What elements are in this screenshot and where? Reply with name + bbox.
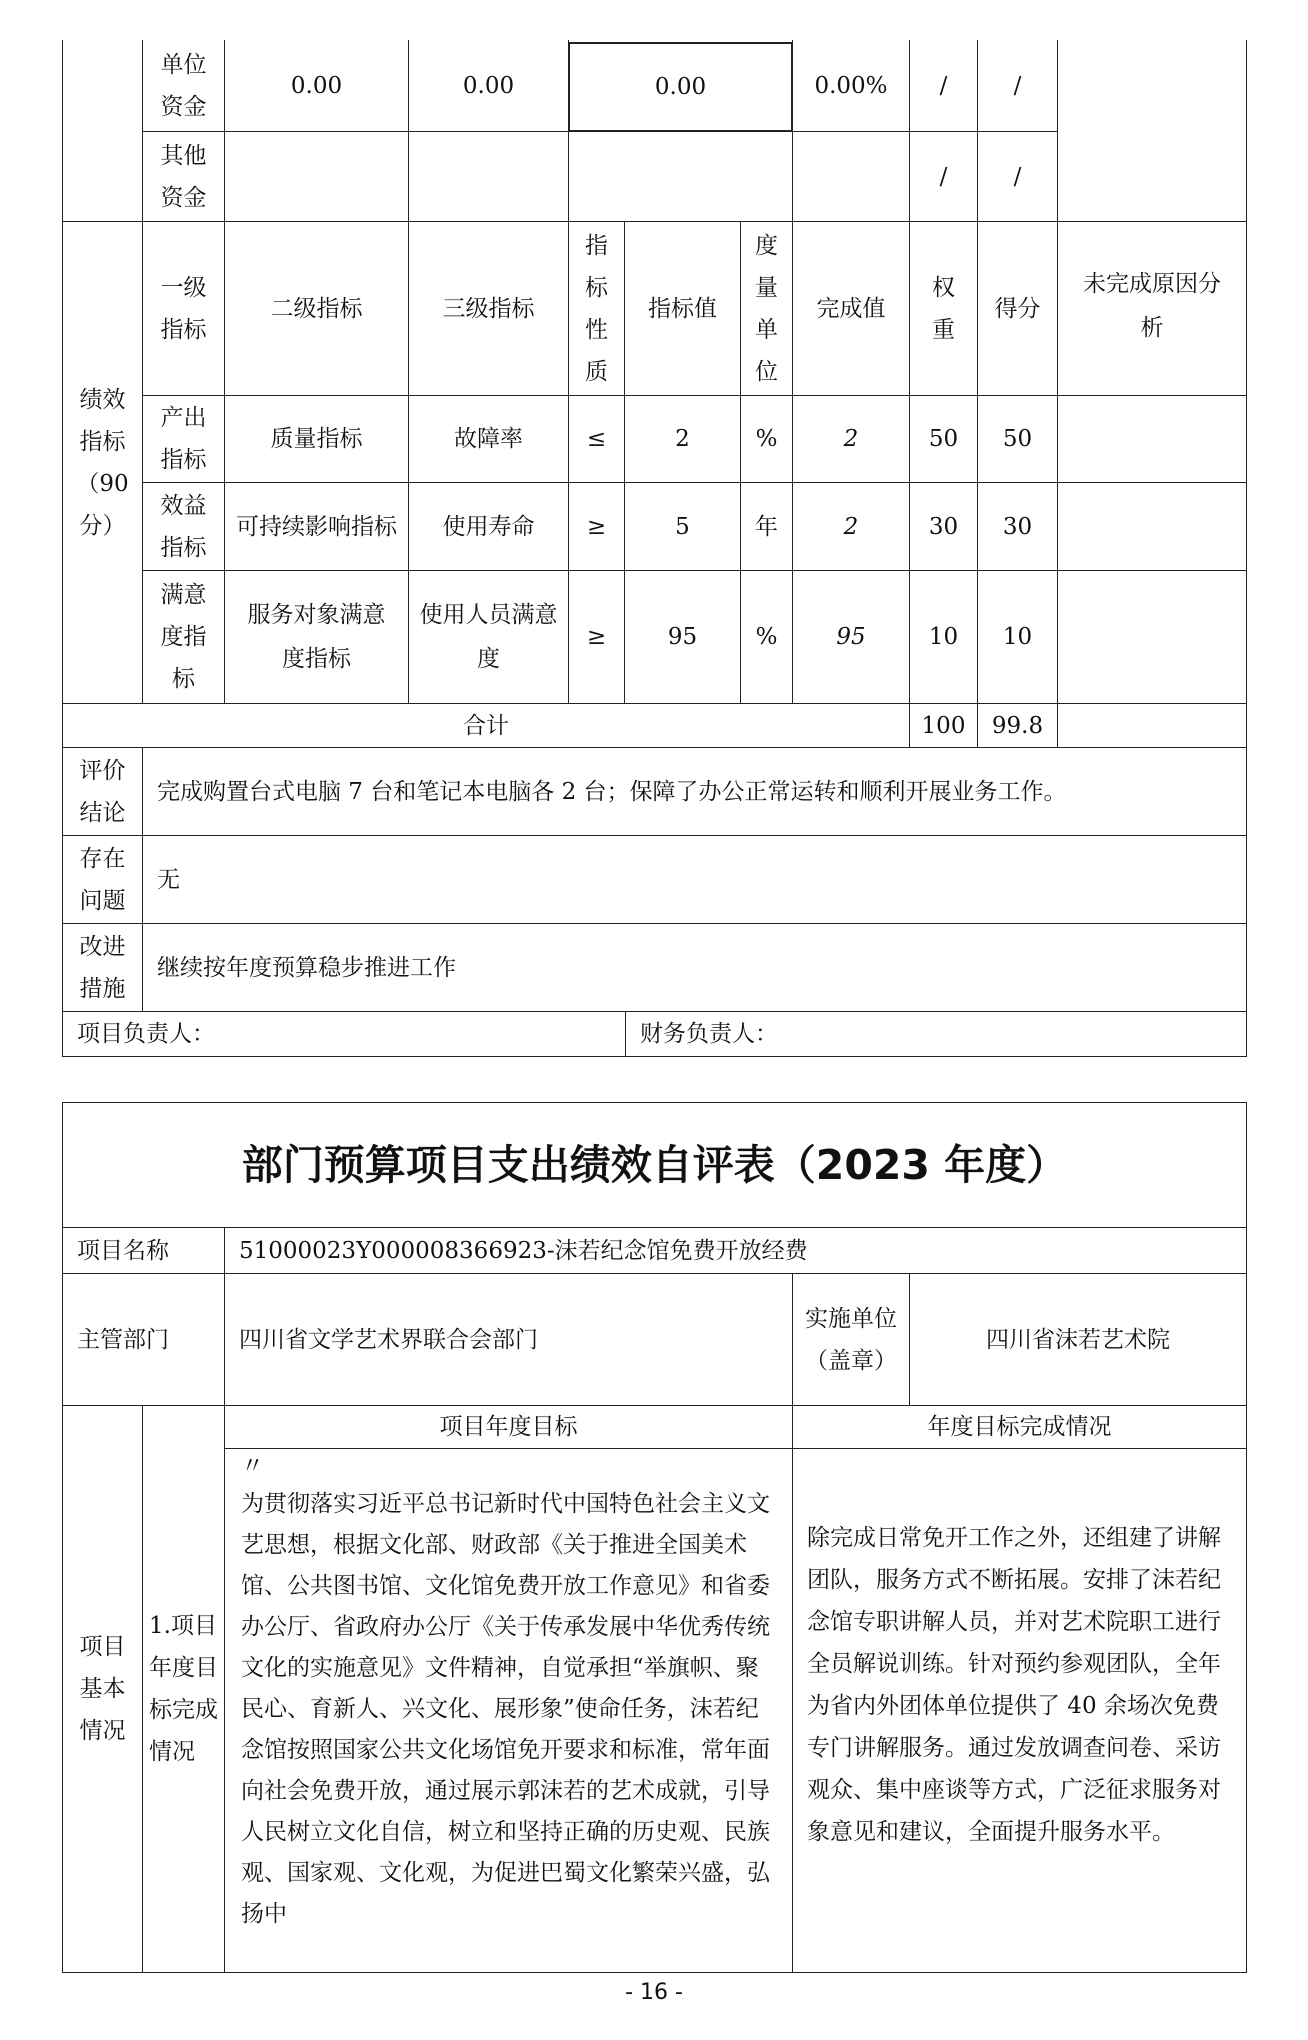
- row2-nature: ≥: [568, 482, 625, 571]
- unit-funds-value-3: 0.00: [568, 42, 793, 132]
- goal-quote-mark: 〃: [241, 1453, 264, 1479]
- unit-funds-value-2: 0.00: [408, 40, 569, 132]
- done-header: 年度目标完成情况: [792, 1405, 1247, 1449]
- row3-level1: 满意度指标: [142, 570, 225, 704]
- row3-index-value: 95: [624, 570, 741, 704]
- header-level3: 三级指标: [408, 221, 569, 396]
- row1-complete-value: 2: [792, 395, 910, 483]
- row2-complete-value: 2: [792, 482, 910, 571]
- unit-funds-value-1: 0.00: [224, 40, 409, 132]
- unit-funds-label: 单位资金: [142, 40, 225, 132]
- other-funds-slash-2: /: [977, 131, 1058, 222]
- done-text: 除完成日常免开工作之外，还组建了讲解团队，服务方式不断拓展。安排了沫若纪念馆专职讲解人员，并对艺术院职工进行全员解说训练。针对预约参观团队，全年为省内外团体单位提供了 40 余场次免费专门讲解服务。通过发放调查问卷、采访观众、集中座谈等方式，广泛征求服务对象意见和建议，全面提升服务水平。: [807, 1525, 1221, 1845]
- row2-reason: [1057, 482, 1247, 571]
- other-funds-cell-2: [408, 131, 569, 222]
- row2-level2: 可持续影响指标: [224, 482, 409, 571]
- form-title: 部门预算项目支出绩效自评表（2023 年度）: [62, 1102, 1247, 1228]
- row3-nature: ≥: [568, 570, 625, 704]
- goal-header: 项目年度目标: [224, 1405, 793, 1449]
- row1-level3: 故障率: [408, 395, 569, 483]
- total-label: 合计: [62, 703, 910, 748]
- row2-level3: 使用寿命: [408, 482, 569, 571]
- row1-nature: ≤: [568, 395, 625, 483]
- header-index-value: 指标值: [624, 221, 741, 396]
- conclusion-text: 完成购置台式电脑 7 台和笔记本电脑各 2 台；保障了办公正常运转和顺利开展业务工作。: [142, 747, 1247, 836]
- project-leader-signature: 项目负责人：: [62, 1011, 626, 1057]
- project-name-value: 51000023Y000008366923-沫若纪念馆免费开放经费: [224, 1227, 1247, 1274]
- improvement-text: 继续按年度预算稳步推进工作: [142, 923, 1247, 1012]
- problems-label: 存在问题: [62, 835, 143, 924]
- finance-leader-signature: 财务负责人：: [625, 1011, 1247, 1057]
- total-weight: 100: [909, 703, 978, 748]
- row1-level2: 质量指标: [224, 395, 409, 483]
- impl-unit-label: 实施单位（盖章）: [792, 1273, 910, 1406]
- row3-level3: 使用人员满意度: [408, 570, 569, 704]
- total-reason: [1057, 703, 1247, 748]
- table-right-border: [1246, 40, 1247, 222]
- other-funds-label: 其他资金: [142, 131, 225, 222]
- page-number: - 16 -: [625, 1980, 683, 2005]
- row3-reason: [1057, 570, 1247, 704]
- header-weight: 权重: [909, 221, 978, 396]
- other-funds-slash-1: /: [909, 131, 978, 222]
- goal-text: 为贯彻落实习近平总书记新时代中国特色社会主义文艺思想，根据文化部、财政部《关于推进全国美术馆、公共图书馆、文化馆免费开放工作意见》和省委办公厅、省政府办公厅《关于传承发展中华优秀传统文化的实施意见》文件精神，自觉承担“举旗帜、聚民心、育新人、兴文化、展形象”使命任务，沫若纪念馆按照国家公共文化场馆免开要求和标准，常年面向社会免费开放，通过展示郭沫若的艺术成就，引导人民树立文化自信，树立和坚持正确的历史观、民族观、国家观、文化观，为促进巴蜀文化繁荣兴盛，弘扬中: [241, 1491, 770, 1927]
- row1-level1: 产出指标: [142, 395, 225, 483]
- unit-funds-slash-2: /: [977, 40, 1058, 132]
- header-score: 得分: [977, 221, 1058, 396]
- header-nature: 指标性质: [568, 221, 625, 396]
- improvement-label: 改进措施: [62, 923, 143, 1012]
- project-name-label: 项目名称: [62, 1227, 225, 1274]
- other-funds-cell-1: [224, 131, 409, 222]
- header-reason: 未完成原因分析: [1057, 221, 1247, 396]
- row3-weight: 10: [909, 570, 978, 704]
- row1-unit: %: [740, 395, 793, 483]
- row2-score: 30: [977, 482, 1058, 571]
- right-blank-cell: [1057, 40, 1247, 222]
- unit-funds-slash-1: /: [909, 40, 978, 132]
- header-complete-value: 完成值: [792, 221, 910, 396]
- row2-weight: 30: [909, 482, 978, 571]
- basic-info-label: 项目基本情况: [62, 1405, 143, 1973]
- row1-score: 50: [977, 395, 1058, 483]
- header-unit: 度量单位: [740, 221, 793, 396]
- impl-unit-value: 四川省沫若艺术院: [909, 1273, 1247, 1406]
- dept-label: 主管部门: [62, 1273, 225, 1406]
- other-funds-cell-4: [792, 131, 910, 222]
- row3-unit: %: [740, 570, 793, 704]
- header-level1: 一级指标: [142, 221, 225, 396]
- row3-score: 10: [977, 570, 1058, 704]
- other-funds-cell-3: [568, 131, 793, 222]
- total-score: 99.8: [977, 703, 1058, 748]
- conclusion-label: 评价结论: [62, 747, 143, 836]
- row1-reason: [1057, 395, 1247, 483]
- annual-goal-label: 1.项目年度目标完成情况: [142, 1405, 225, 1973]
- left-blank-cell: [62, 40, 143, 222]
- row3-complete-value: 95: [792, 570, 910, 704]
- goal-cell: [224, 1448, 793, 1973]
- dept-value: 四川省文学艺术界联合会部门: [224, 1273, 793, 1406]
- unit-funds-rate: 0.00%: [792, 40, 910, 132]
- row2-unit: 年: [740, 482, 793, 571]
- row1-weight: 50: [909, 395, 978, 483]
- row1-index-value: 2: [624, 395, 741, 483]
- header-level2: 二级指标: [224, 221, 409, 396]
- row2-level1: 效益指标: [142, 482, 225, 571]
- row2-index-value: 5: [624, 482, 741, 571]
- row3-level2: 服务对象满意度指标: [224, 570, 409, 704]
- done-cell: [792, 1448, 1247, 1973]
- performance-indicators-label: 绩效指标（90分）: [62, 221, 143, 704]
- problems-text: 无: [142, 835, 1247, 924]
